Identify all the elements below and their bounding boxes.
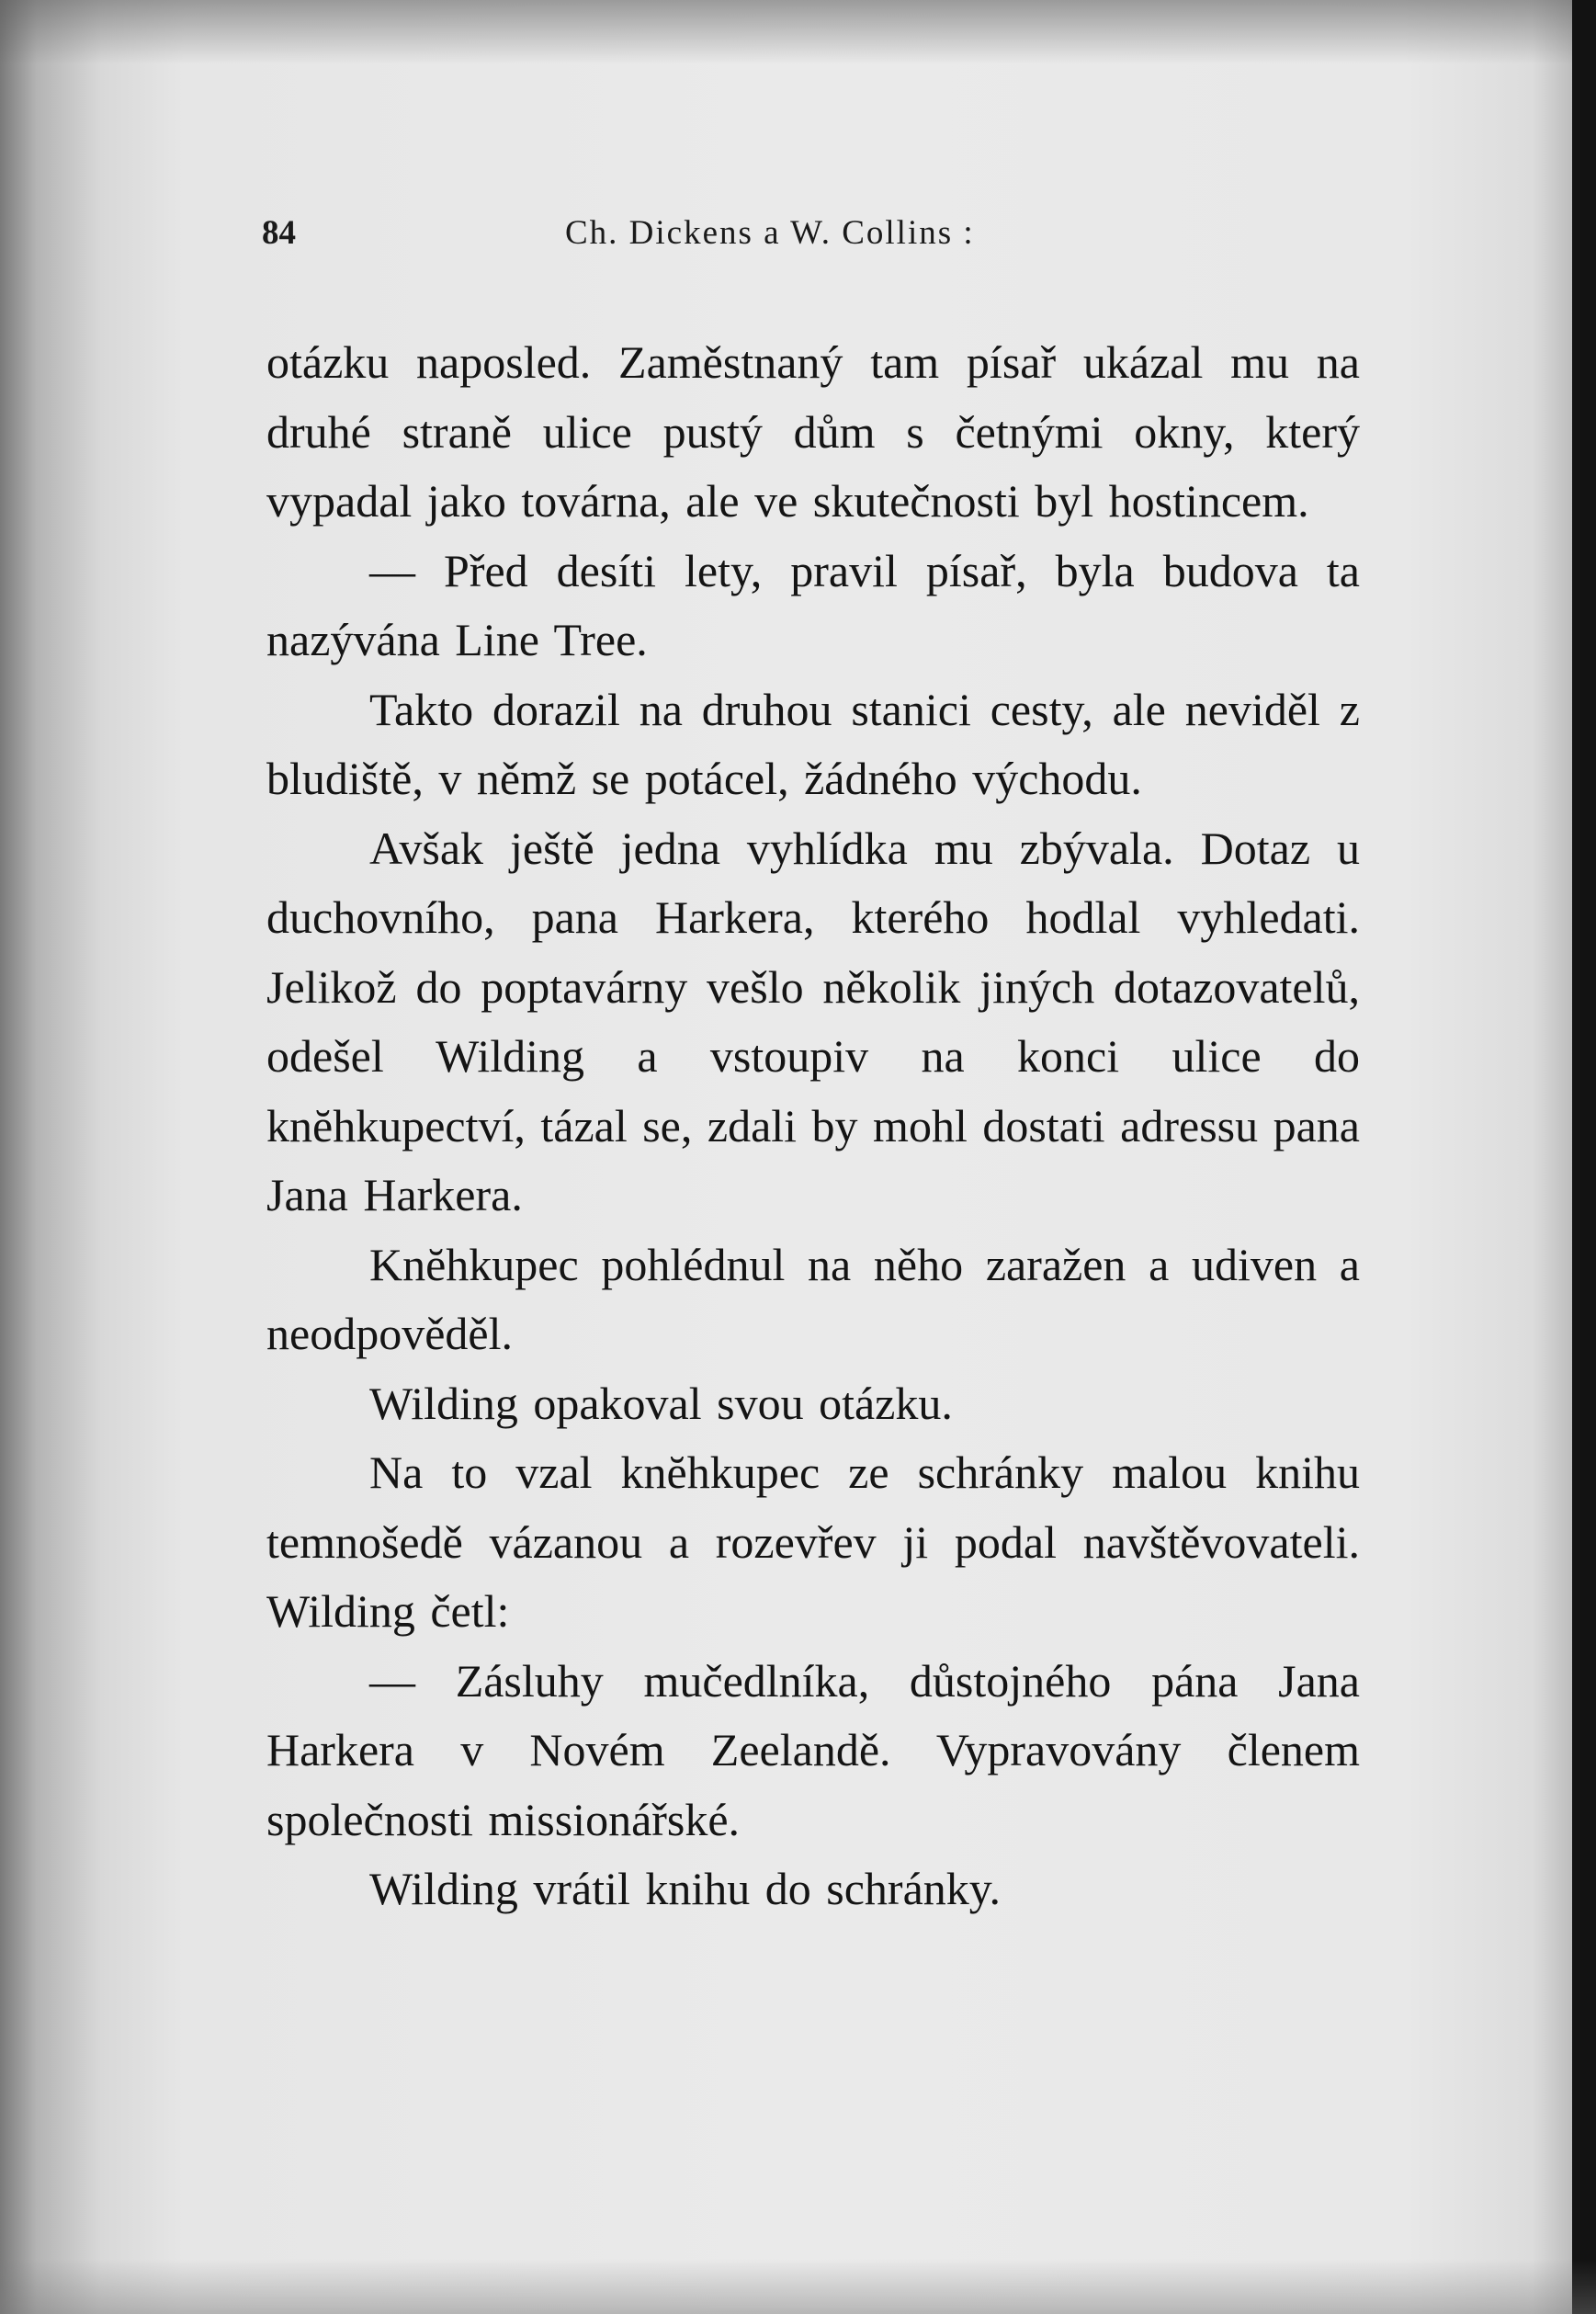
page-header <box>262 213 1181 268</box>
body-text <box>266 328 1360 1924</box>
paragraph: Wilding vrátil knihu do schránky. <box>369 1863 1002 1914</box>
paragraph: Takto dorazil na druhou stanici cesty, ale neviděl z bludiště, v němž se potácel, žádného východu. <box>266 683 1360 804</box>
paragraph: Wilding opakoval svou otázku. <box>369 1377 953 1429</box>
running-head: Ch. Dickens a W. Collins : <box>565 214 975 252</box>
scan-dark-edge <box>1572 0 1596 2314</box>
paragraph: otázku naposled. Zaměstnaný tam písař ukázal mu na druhé straně ulice pustý dům s četnými okny, který vypadal jako továrna, ale ve skutečnosti byl hostincem. <box>266 336 1360 527</box>
paragraph: Na to vzal knĕhkupec ze schránky malou knihu temnošedě vázanou a rozevřev ji podal navštěvovateli. Wilding četl: <box>266 1446 1360 1637</box>
page-number: 84 <box>262 214 296 252</box>
paragraph: Knĕhkupec pohlédnul na něho zaražen a udiven a neodpověděl. <box>266 1238 1360 1359</box>
paragraph: Avšak ještě jedna vyhlídka mu zbývala. Dotaz u duchovního, pana Harkera, kterého hodlal vyhledati. Jelikož do poptavárny vešlo několik jiných dotazovatelů, odešel Wilding a vstoupiv na konci ulice do knĕhkupectví, tázal se, zdali by mohl dostati adressu pana Jana Harkera. <box>266 822 1360 1220</box>
paragraph: — Zásluhy mučedlníka, důstojného pána Jana Harkera v Novém Zeelandě. Vypravovány členem společnosti missionářské. <box>266 1654 1360 1845</box>
paragraph: — Před desíti lety, pravil písař, byla budova ta nazývána Line Tree. <box>266 544 1360 665</box>
